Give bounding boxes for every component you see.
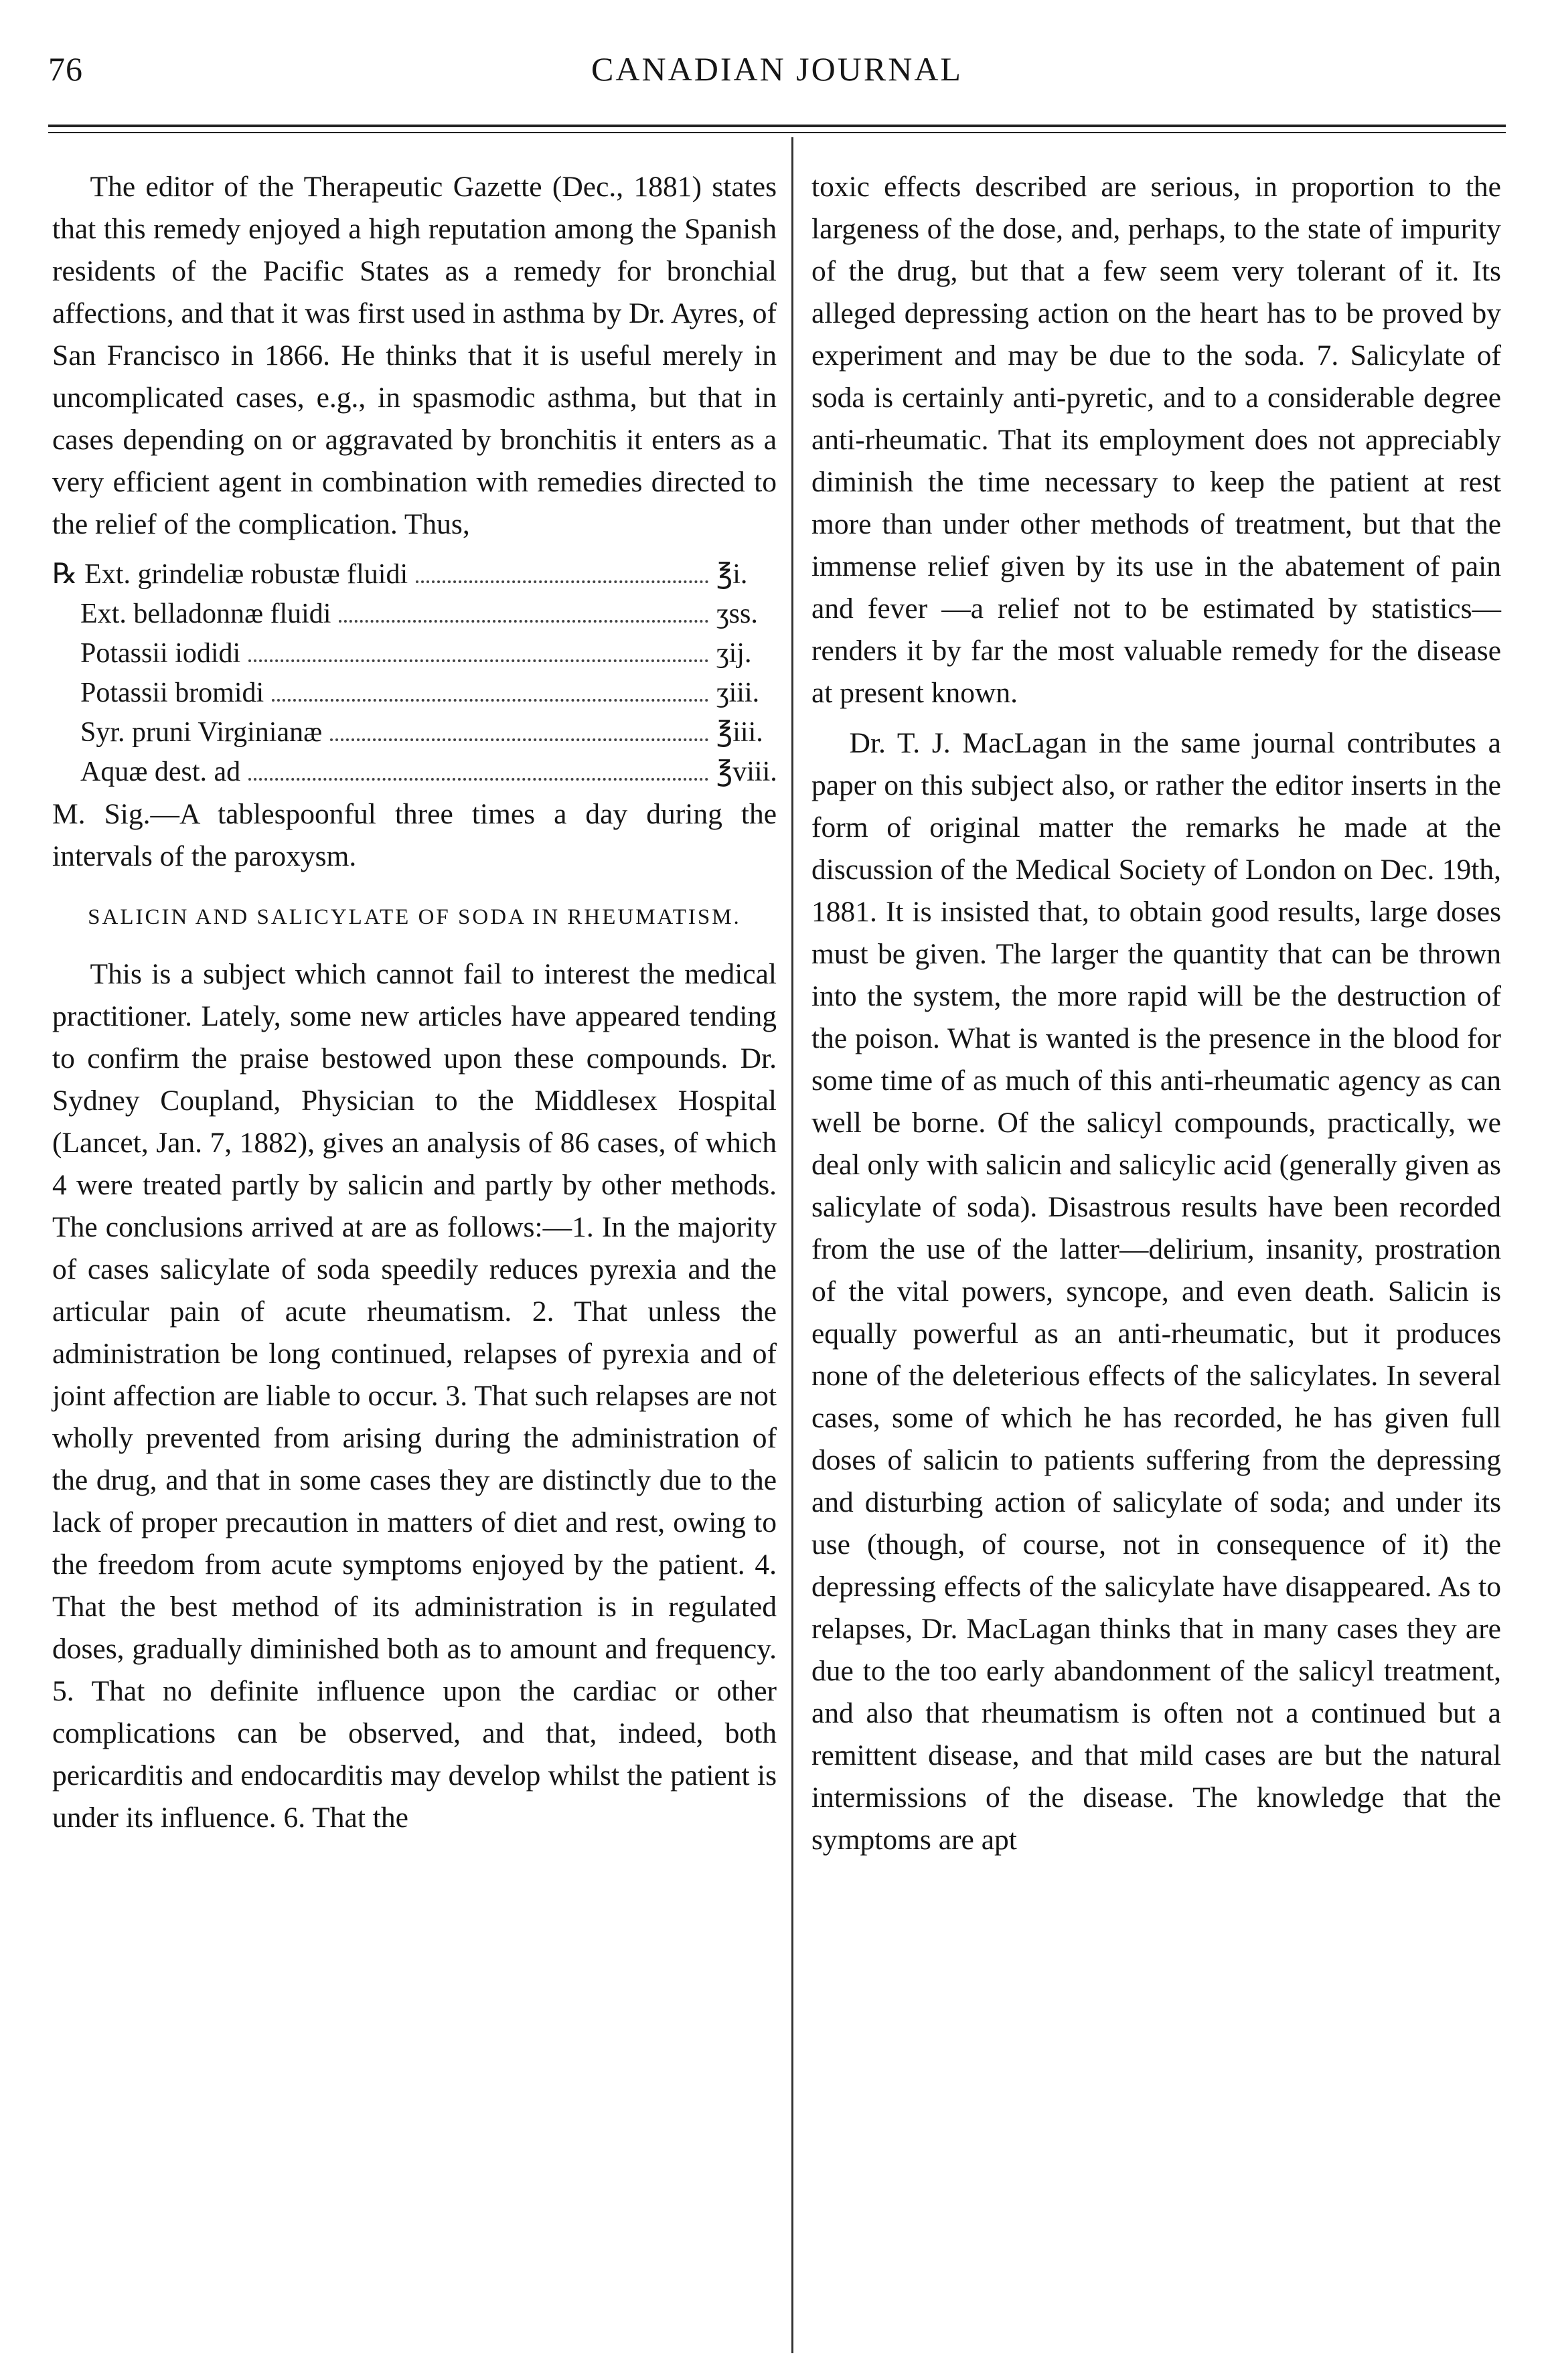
formula-ingredient: Syr. pruni Virginianæ [80,717,323,748]
paragraph-maclagan: Dr. T. J. MacLagan in the same journal contributes a paper on this subject also, or rather the editor inserts in the form of original matter the remarks he made at the discussion of the Medical Society of London on Dec. 19th, 1881. It is insisted that, to obtain good results, large doses must be given. The larger the quantity that can be thrown into the system, the more rapid will be the destruction of the poison. What is wanted is the presence in the blood for some time of as much of this anti-rheumatic agency as can well be borne. Of the salicyl compounds, practically, we deal only with salicin and salicylic acid (generally given as salicylate of soda). Disastrous results have been recorded from the use of the latter—delirium, insanity, prostration of the vital powers, syncope, and even death. Salicin is equally powerful as an anti-rheumatic, but it produces none of the deleterious effects of the salicylates. In several cases, some of which he has recorded, he has given full doses of salicin to patients suffering from the depressing and disturbing action of salicylate of soda; and under its use (though, of course, not in consequence of it) the depressing effects of the salicylate have disappeared. As to relapses, Dr. MacLagan thinks that in many cases they are due to the too early abandonment of the salicyl treatment, and also that rheumatism is often not a continued but a remittent disease, and that mild cases are but the natural intermissions of the disease. The knowledge that the symptoms are apt [811,727,1501,1856]
formula-dose: ʒij. [716,638,752,669]
formula-ingredient: Aquæ dest. ad [80,757,241,787]
left-column [52,166,777,1847]
page-header [48,50,1506,110]
formula-dose: ʒiii. [716,678,760,708]
formula-row [52,554,777,593]
header-rule-thick [48,125,1506,127]
formula-dose: ℥i. [716,559,748,590]
dot-leader [330,725,708,741]
formula-ingredient: ℞ Ext. grindeliæ robustæ fluidi [52,559,408,590]
page-number: 76 [48,50,83,88]
running-title: CANADIAN JOURNAL [591,50,963,88]
signa-directions: M. Sig.—A tablespoonful three times a day during the intervals of the paroxysm. [52,798,777,872]
formula-row [52,633,777,672]
formula-row [52,672,777,712]
formula-dose: ʒss. [716,599,758,629]
header-rule-thin [48,132,1506,133]
dot-leader [272,686,708,702]
formula-ingredient: Potassii iodidi [80,638,241,669]
dot-leader [416,567,708,583]
dot-leader [248,765,708,781]
dot-leader [248,646,708,662]
formula-dose: ℥viii. [716,757,777,787]
prescription-formula [52,554,777,791]
formula-dose: ℥iii. [716,717,763,748]
section-heading: SALICIN AND SALICYLATE OF SODA IN RHEUMATISM. [88,905,741,929]
formula-row [52,751,777,791]
formula-ingredient: Potassii bromidi [80,678,264,708]
dot-leader [339,607,708,623]
paragraph-coupland: This is a subject which cannot fail to interest the medical practitioner. Lately, some new articles have appeared tending to confirm the praise bestowed upon these compounds. Dr. Sydney Coupland, Physician to the Middlesex Hospital (Lancet, Jan. 7, 1882), gives an analysis of 86 cases, of which 4 were treated partly by salicin and partly by other methods. The conclusions arrived at are as follows:—1. In the majority of cases salicylate of soda speedily reduces pyrexia and the articular pain of acute rheumatism. 2. That unless the administration be long continued, relapses of pyrexia and of joint affection are liable to occur. 3. That such relapses are not wholly prevented from arising during the administration of the drug, and that in some cases they are distinctly due to the lack of proper precaution in matters of diet and rest, owing to the freedom from acute symptoms enjoyed by the patient. 4. That the best method of its administration is in regulated doses, gradually diminished both as to amount and frequency. 5. That no definite influence upon the cardiac or other complications can be observed, and that, indeed, both pericarditis and endocarditis may develop whilst the patient is under its influence. 6. That the [52,958,777,1834]
paragraph-toxic-effects: toxic effects described are serious, in proportion to the largeness of the dose, and, perhaps, to the state of impurity of the drug, but that a few seem very tolerant of it. Its alleged depressing action on the heart has to be proved by experiment and may be due to the soda. 7. Salicylate of soda is certainly anti-pyretic, and to a considerable degree anti-rheumatic. That its employment does not appreciably diminish the time necessary to keep the patient at rest more than under other methods of treatment, but that the immense relief given by its use in the abatement of pain and fever —a relief not to be estimated by statistics— renders it by far the most valuable remedy for the disease at present known. [811,171,1501,709]
column-divider [791,137,793,2353]
formula-ingredient: Ext. belladonnæ fluidi [80,599,331,629]
right-column [811,166,1501,1869]
paragraph-grindelia: The editor of the Therapeutic Gazette (Dec., 1881) states that this remedy enjoyed a high reputation among the Spanish residents of the Pacific States as a remedy for bronchial affections, and that it was first used in asthma by Dr. Ayres, of San Francisco in 1866. He thinks that it is useful merely in uncomplicated cases, e.g., in spasmodic asthma, but that in cases depending on or aggravated by bronchitis it enters as a very efficient agent in combination with remedies directed to the relief of the complication. Thus, [52,171,777,540]
formula-row [52,712,777,751]
formula-row [52,593,777,633]
